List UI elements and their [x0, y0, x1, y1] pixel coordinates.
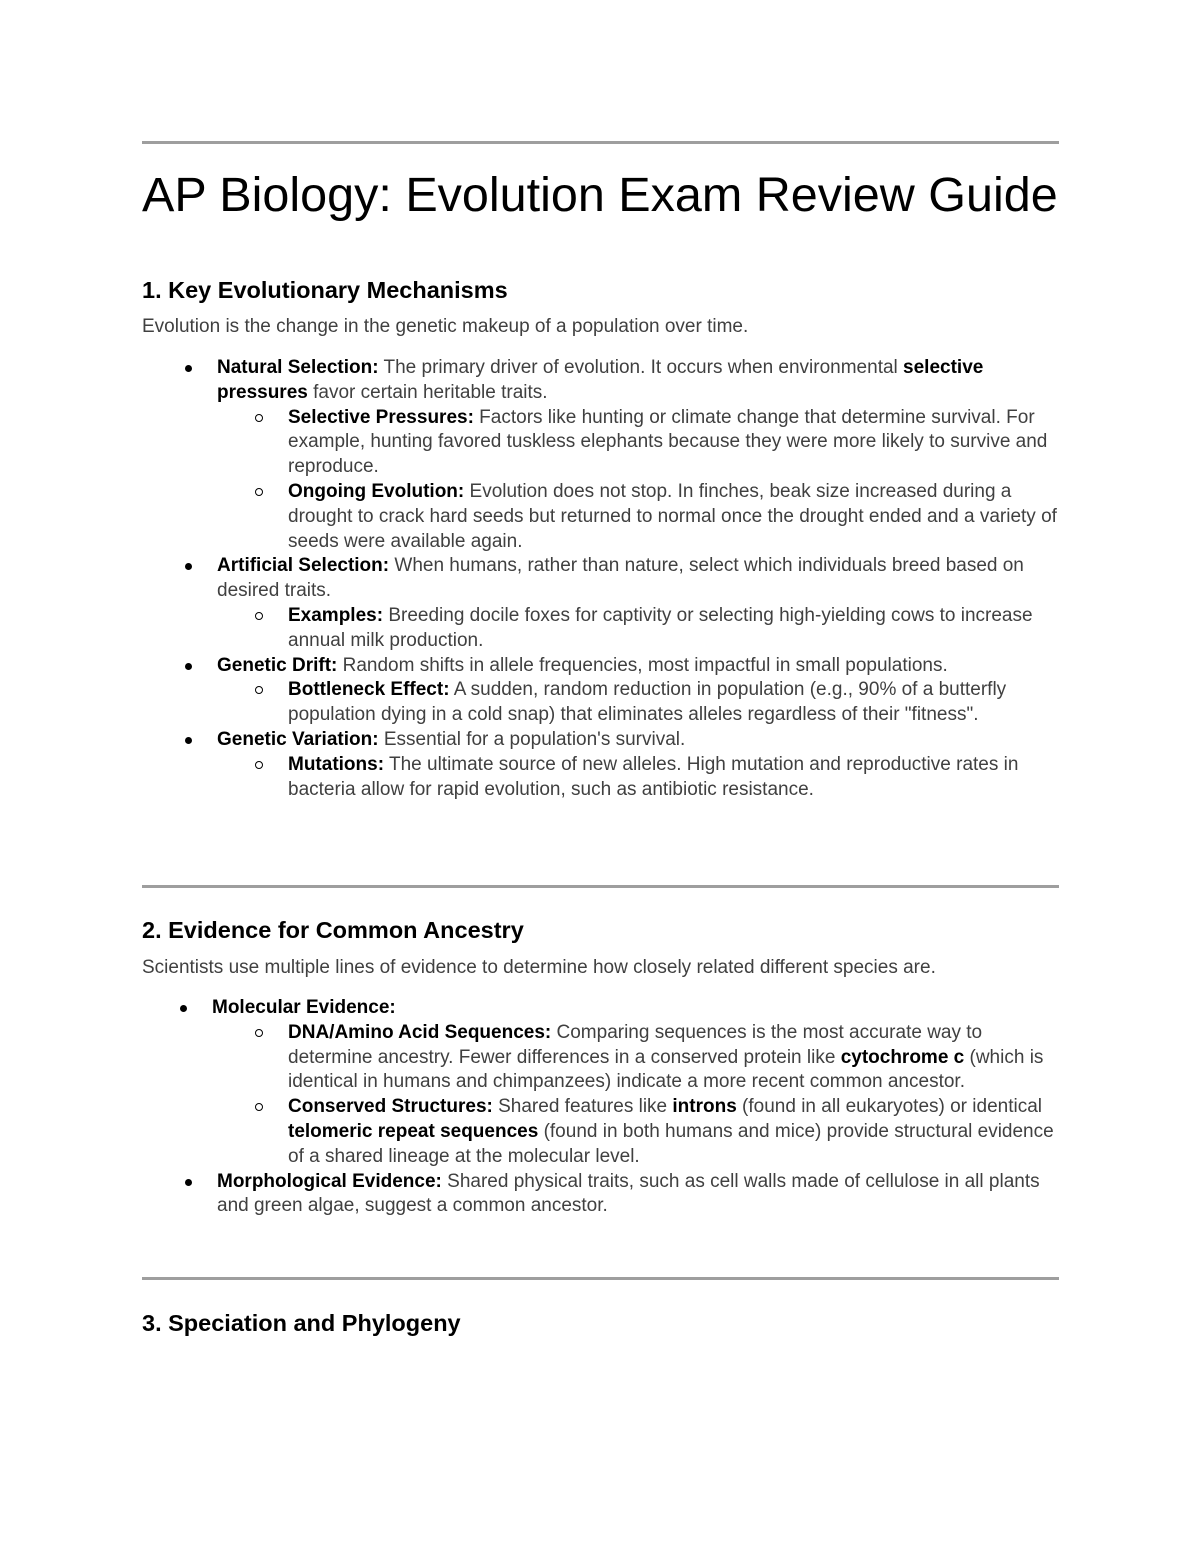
term-label: Genetic Variation: — [217, 728, 379, 750]
section-intro: Evolution is the change in the genetic makeup of a population over time. — [142, 316, 749, 337]
term-label: Examples: — [288, 604, 384, 626]
item-text: Shared features like — [492, 1096, 673, 1118]
bullet-icon — [185, 365, 192, 372]
list-item — [288, 1021, 1057, 1095]
term-label: Molecular Evidence: — [212, 997, 396, 1018]
list-item — [288, 406, 1057, 480]
section-heading: 1. Key Evolutionary Mechanisms — [142, 277, 508, 303]
item-text: Random shifts in allele frequencies, most impactful in small populations. — [337, 654, 948, 676]
term-label: Mutations: — [288, 753, 385, 775]
term-emphasis: introns — [672, 1096, 737, 1118]
item-text: The ultimate source of new alleles. High mutation and reproductive rates in bacteria allow for rapid evolution, such as antibiotic resistance. — [288, 753, 1019, 800]
item-text: Shared physical traits, such as cell walls made of cellulose in all plants and green algae, suggest a common ancestor. — [217, 1170, 1040, 1217]
list-item — [288, 480, 1057, 554]
hollow-bullet-icon — [255, 1029, 263, 1037]
hollow-bullet-icon — [255, 1103, 263, 1111]
list-item — [288, 604, 1057, 654]
item-text: (which is identical in humans and chimpanzees) indicate a more recent common ancestor. — [288, 1046, 1044, 1093]
term-label: Artificial Selection: — [217, 555, 390, 577]
list-item — [217, 728, 1057, 753]
horizontal-rule — [142, 1277, 1059, 1280]
list-item — [217, 554, 1057, 604]
list-item — [217, 654, 1057, 679]
item-text: (found in all eukaryotes) or identical — [736, 1096, 1042, 1118]
bullet-list — [0, 996, 1200, 1219]
section-heading: 3. Speciation and Phylogeny — [142, 1310, 461, 1336]
section-heading: 2. Evidence for Common Ancestry — [142, 917, 524, 943]
item-text: Evolution does not stop. In finches, beak size increased during a drought to crack hard seeds but returned to normal once the drought ended and a variety of seeds were available again. — [288, 480, 1057, 552]
item-text: Breeding docile foxes for captivity or selecting high-yielding cows to increase annual milk production. — [288, 604, 1033, 651]
hollow-bullet-icon — [255, 488, 263, 496]
bullet-list — [0, 356, 1200, 802]
horizontal-rule — [142, 885, 1059, 888]
term-label: Conserved Structures: — [288, 1096, 493, 1118]
bullet-icon — [180, 1005, 187, 1012]
term-label: Genetic Drift: — [217, 654, 338, 676]
hollow-bullet-icon — [255, 686, 263, 694]
bullet-icon — [185, 1179, 192, 1186]
item-text: Comparing sequences is the most accurate way to determine ancestry. Fewer differences in a conserved protein like — [288, 1021, 983, 1068]
term-emphasis: cytochrome c — [840, 1046, 965, 1068]
list-item — [288, 753, 1057, 803]
item-text: Factors like hunting or climate change that determine survival. For example, hunting favored tuskless elephants because they were more likely to survive and reproduce. — [288, 406, 1048, 478]
term-label: Morphological Evidence: — [217, 1170, 442, 1192]
bullet-icon — [185, 737, 192, 744]
list-item — [212, 996, 1052, 1021]
term-emphasis: telomeric repeat sequences — [288, 1120, 539, 1142]
section-intro: Scientists use multiple lines of evidence to determine how closely related different species are. — [142, 957, 936, 978]
list-item — [217, 356, 1057, 406]
item-text: favor certain heritable traits. — [307, 381, 548, 403]
hollow-bullet-icon — [255, 414, 263, 422]
hollow-bullet-icon — [255, 612, 263, 620]
list-item — [288, 678, 1057, 728]
page-title: AP Biology: Evolution Exam Review Guide — [142, 168, 1058, 222]
list-item — [217, 1170, 1057, 1220]
item-text: (found in both humans and mice) provide structural evidence of a shared lineage at the molecular level. — [288, 1120, 1054, 1167]
item-text: A sudden, random reduction in population (e.g., 90% of a butterfly population dying in a cold snap) that eliminates alleles regardless of their "fitness". — [288, 679, 1007, 726]
item-text: Essential for a population's survival. — [378, 728, 686, 750]
term-label: Ongoing Evolution: — [288, 480, 465, 502]
hollow-bullet-icon — [255, 761, 263, 769]
bullet-icon — [185, 563, 192, 570]
bullet-icon — [185, 663, 192, 670]
term-emphasis: selective pressures — [217, 357, 984, 403]
item-text: When humans, rather than nature, select which individuals breed based on desired traits. — [217, 555, 1024, 602]
term-label: DNA/Amino Acid Sequences: — [288, 1021, 552, 1043]
term-label: Bottleneck Effect: — [288, 679, 450, 701]
term-label: Selective Pressures: — [288, 406, 474, 428]
term-label: Natural Selection: — [217, 357, 379, 378]
horizontal-rule — [142, 141, 1059, 144]
list-item — [288, 1095, 1057, 1169]
item-text: The primary driver of evolution. It occurs when environmental — [378, 357, 904, 378]
